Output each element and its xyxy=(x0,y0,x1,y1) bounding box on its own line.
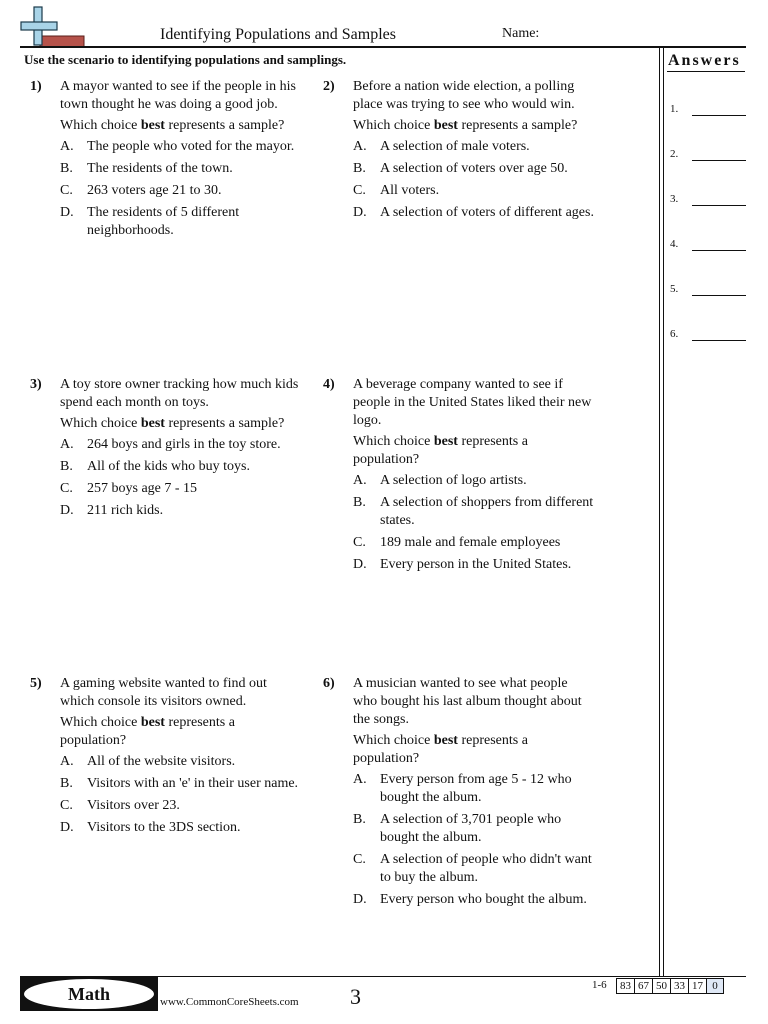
option-c[interactable]: C. 257 boys age 7 - 15 xyxy=(60,481,198,496)
option-a[interactable]: A. 264 boys and girls in the toy store. xyxy=(60,437,281,452)
answers-heading-underline xyxy=(667,71,745,72)
score-table xyxy=(617,978,724,994)
option-b[interactable]: B. Visitors with an 'e' in their user name. xyxy=(60,776,299,791)
option-b[interactable]: B. A selection of voters over age 50. xyxy=(353,161,568,176)
question-stem: A mayor wanted to see if the people in his town thought he was doing a good job. xyxy=(60,79,296,112)
question-prompt: Which choice best represents a population? xyxy=(353,434,528,467)
page-number: 3 xyxy=(350,984,361,1009)
option-d[interactable]: D. A selection of voters of different ages. xyxy=(353,205,594,220)
score-cell: 83 xyxy=(616,978,635,994)
question-number: 2) xyxy=(323,79,335,94)
question-5 xyxy=(30,675,302,841)
question-number: 6) xyxy=(323,676,335,691)
question-stem: A musician wanted to see what people who bought his last album thought about the songs. xyxy=(353,676,582,727)
option-c[interactable]: C. 263 voters age 21 to 30. xyxy=(60,183,222,198)
score-cell: 50 xyxy=(652,978,671,994)
option-d[interactable]: D. Every person who bought the album. xyxy=(353,892,587,907)
question-number: 5) xyxy=(30,676,42,691)
question-prompt: Which choice best represents a population? xyxy=(353,733,528,766)
answer-column-divider-right xyxy=(663,48,664,976)
question-prompt: Which choice best represents a sample? xyxy=(60,118,285,133)
question-number: 3) xyxy=(30,377,42,392)
option-a[interactable]: A. A selection of logo artists. xyxy=(353,473,527,488)
question-prompt: Which choice best represents a population? xyxy=(60,715,235,748)
page-title: Identifying Populations and Samples xyxy=(160,26,396,43)
option-d[interactable]: D. 211 rich kids. xyxy=(60,503,164,518)
option-a[interactable]: A. Every person from age 5 - 12 who bought the album. xyxy=(353,772,572,805)
option-b[interactable]: B. All of the kids who buy toys. xyxy=(60,459,250,474)
answer-line-2[interactable]: 2. xyxy=(670,148,746,164)
score-cell: 33 xyxy=(670,978,689,994)
website-link[interactable]: www.CommonCoreSheets.com xyxy=(160,996,299,1008)
answer-line-3[interactable]: 3. xyxy=(670,193,746,209)
question-prompt: Which choice best represents a sample? xyxy=(353,118,578,133)
question-3 xyxy=(30,376,302,524)
question-6 xyxy=(323,675,595,913)
name-label: Name: xyxy=(502,26,540,41)
score-cell: 17 xyxy=(688,978,707,994)
option-a[interactable]: A. All of the website visitors. xyxy=(60,754,236,769)
question-4 xyxy=(323,376,595,578)
question-number: 1) xyxy=(30,79,42,94)
question-number: 4) xyxy=(323,377,335,392)
answers-heading: Answers xyxy=(668,52,741,69)
instructions: Use the scenario to identifying populations and samplings. xyxy=(24,52,347,67)
option-c[interactable]: C. Visitors over 23. xyxy=(60,798,180,813)
answer-line-6[interactable]: 6. xyxy=(670,328,746,344)
question-stem: Before a nation wide election, a polling place was trying to see who would win. xyxy=(353,79,575,112)
question-stem: A toy store owner tracking how much kids spend each month on toys. xyxy=(60,377,299,410)
question-stem: A beverage company wanted to see if people in the United States liked their new logo. xyxy=(353,377,592,428)
option-d[interactable]: D. Visitors to the 3DS section. xyxy=(60,820,241,835)
score-range-label: 1-6 xyxy=(592,979,607,991)
option-c[interactable]: C. All voters. xyxy=(353,183,440,198)
score-cell: 0 xyxy=(706,978,724,994)
question-prompt: Which choice best represents a sample? xyxy=(60,416,285,431)
option-d[interactable]: D. The residents of 5 different neighborhoods. xyxy=(60,205,240,238)
option-a[interactable]: A. A selection of male voters. xyxy=(353,139,530,154)
question-2 xyxy=(323,78,595,226)
option-b[interactable]: B. A selection of shoppers from different states. xyxy=(353,495,594,528)
option-c[interactable]: C. A selection of people who didn't want to buy the album. xyxy=(353,852,592,885)
score-cell: 67 xyxy=(634,978,653,994)
answer-line-4[interactable]: 4. xyxy=(670,238,746,254)
option-c[interactable]: C. 189 male and female employees xyxy=(353,535,561,550)
question-1 xyxy=(30,78,302,244)
plus-logo-icon xyxy=(20,6,86,48)
option-b[interactable]: B. A selection of 3,701 people who bought the album. xyxy=(353,812,562,845)
option-b[interactable]: B. The residents of the town. xyxy=(60,161,233,176)
header-rule xyxy=(20,46,746,48)
subject-badge: Math xyxy=(24,979,154,1009)
option-a[interactable]: A. The people who voted for the mayor. xyxy=(60,139,295,154)
answer-line-5[interactable]: 5. xyxy=(670,283,746,299)
answer-line-1[interactable]: 1. xyxy=(670,103,746,119)
option-d[interactable]: D. Every person in the United States. xyxy=(353,557,572,572)
answer-column-divider-left xyxy=(659,48,660,976)
question-stem: A gaming website wanted to find out which console its visitors owned. xyxy=(60,676,267,709)
